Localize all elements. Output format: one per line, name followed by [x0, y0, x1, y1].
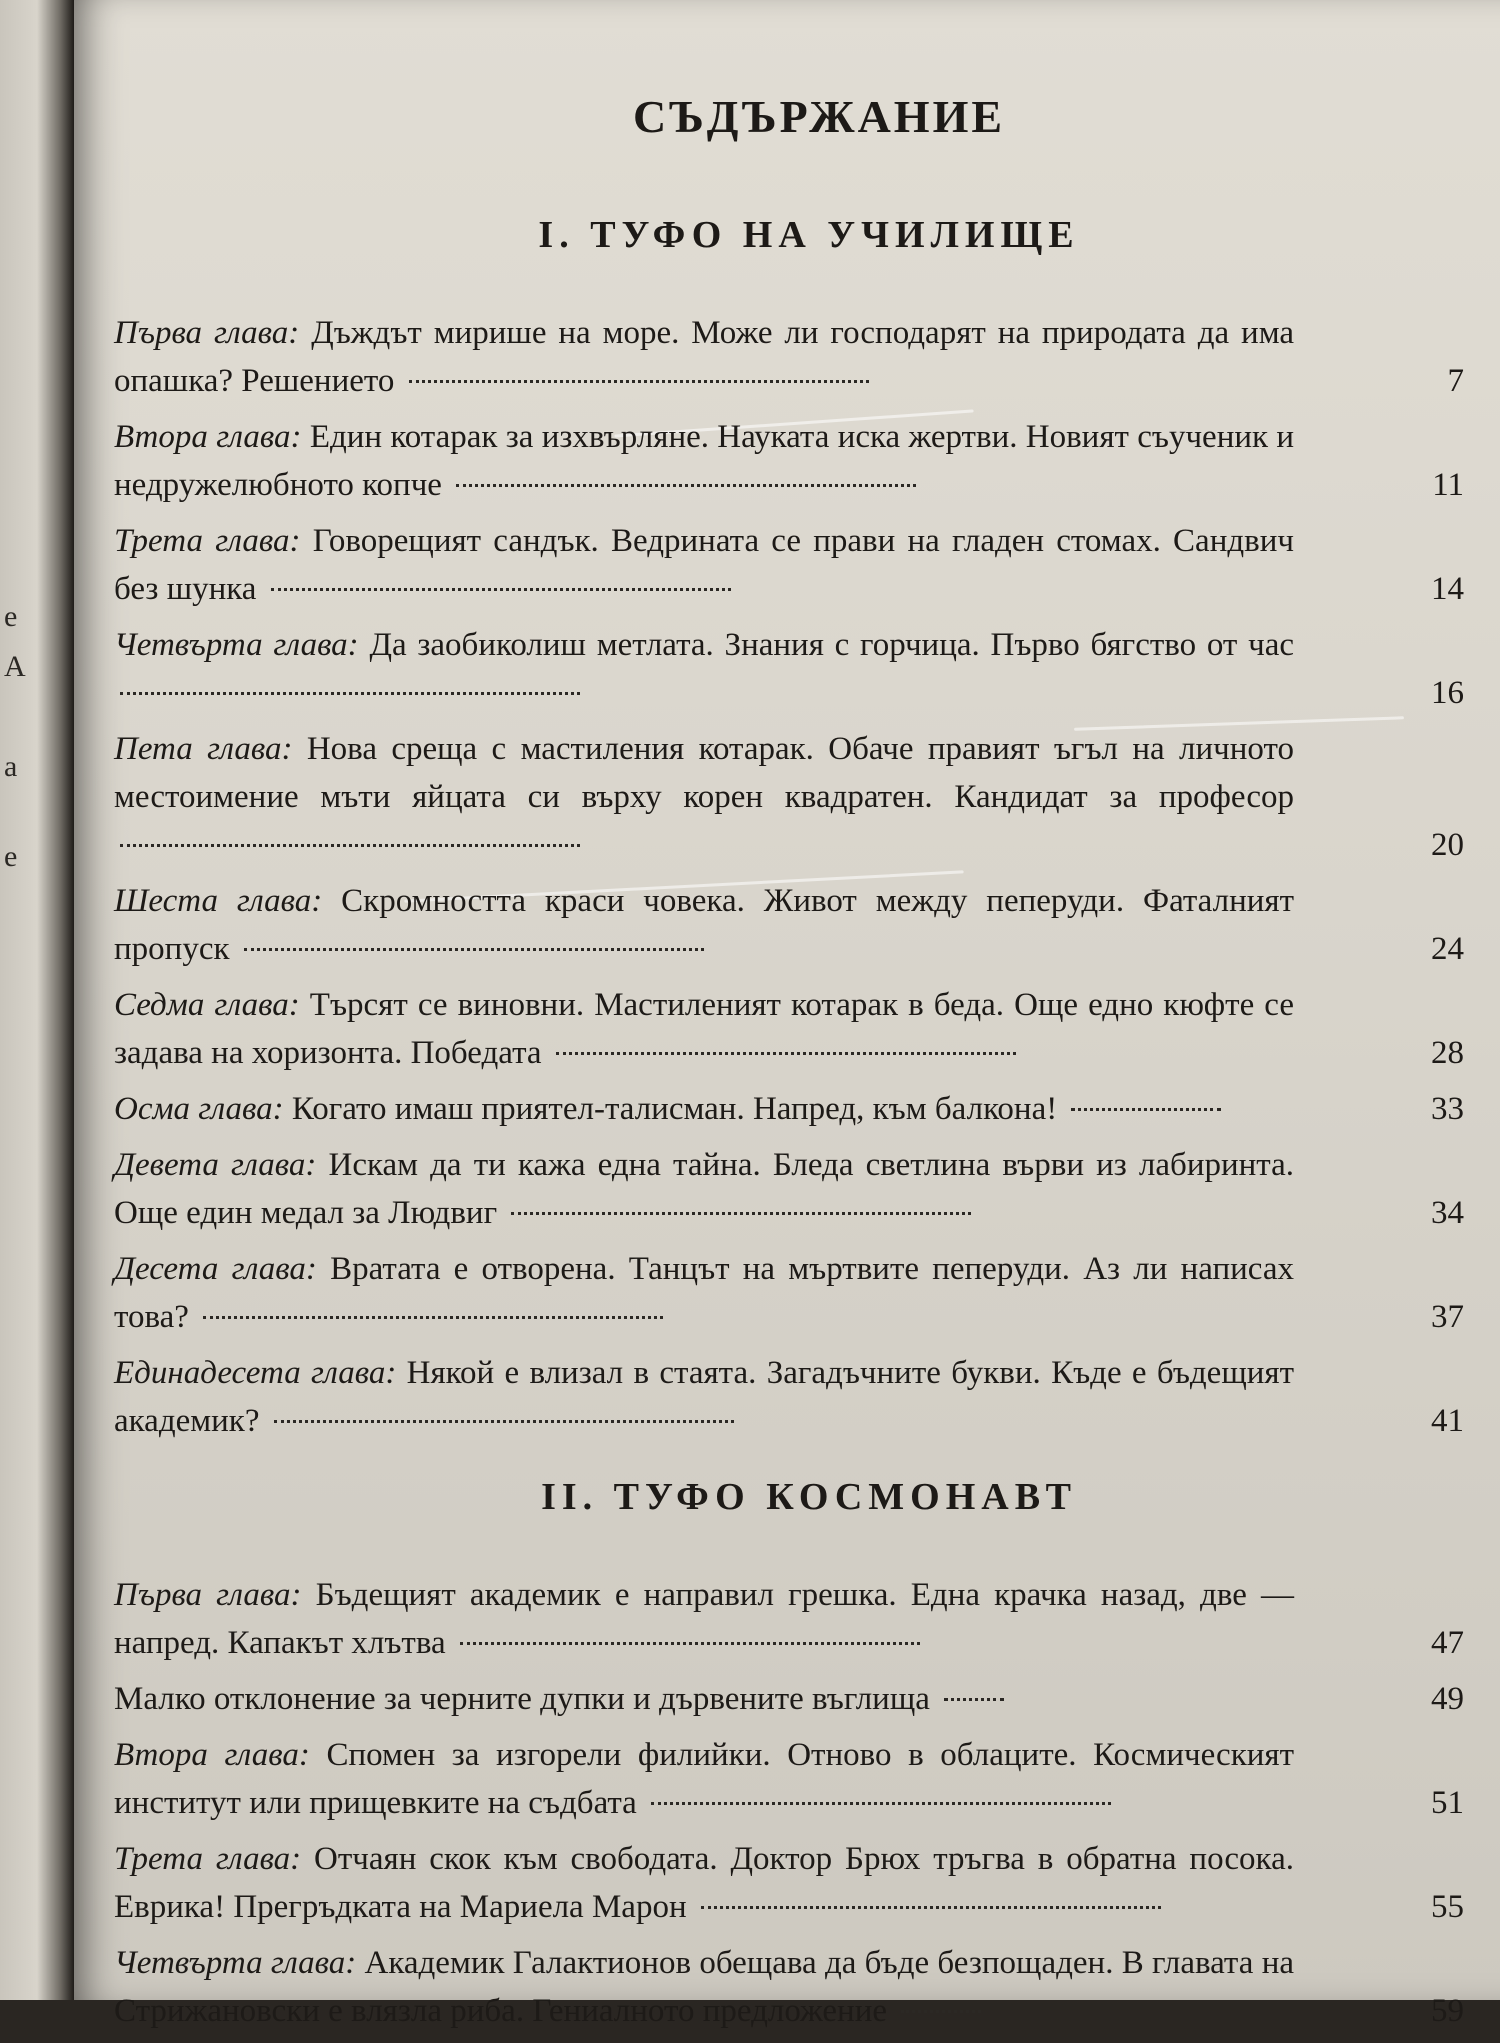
chapter-title: Искам да ти кажа една тайна. Бледа светлина върви из лабиринта. Още един медал за Людвиг [114, 1147, 1295, 1231]
chapter-label: Шеста глава: [114, 883, 323, 919]
chapter-label: Осма глава: [114, 1091, 284, 1127]
chapter-title: Малко отклонение за черните дупки и дървените въглища [114, 1681, 930, 1717]
chapter-label: Втора глава: [114, 419, 302, 455]
chapter-title: Когато имаш приятел-талисман. Напред, към балкона! [291, 1091, 1058, 1127]
leader-dots [203, 1316, 663, 1319]
page-number: 41 [1431, 1403, 1464, 1439]
spine-fragment: е [4, 840, 18, 873]
page-title: СЪДЪРЖАНИЕ [632, 91, 1006, 142]
toc-list [114, 1571, 1464, 2035]
chapter-label: Десета глава: [114, 1251, 317, 1287]
page-number: 51 [1431, 1785, 1464, 1821]
toc-entry [114, 981, 1464, 1077]
toc-entry [114, 1835, 1464, 1931]
chapter-label: Единадесета глава: [114, 1355, 397, 1391]
leader-dots [944, 1698, 1004, 1701]
page-number: 16 [1431, 675, 1464, 711]
chapter-title: Говорещият сандък. Ведрината се прави на гладен стомах. Сандвич без шунка [114, 523, 1294, 607]
chapter-title: Бъдещият академик е направил грешка. Една крачка назад, две — напред. Капакът хлътва [114, 1577, 1295, 1661]
toc-entry [114, 1675, 1464, 1723]
chapter-label: Трета глава: [114, 1841, 302, 1877]
page-number: 55 [1431, 1889, 1464, 1925]
leader-dots [651, 1802, 1111, 1805]
leader-dots [120, 844, 580, 847]
toc-list [114, 309, 1464, 1445]
toc-entry [114, 1939, 1464, 2035]
toc-entry [114, 1245, 1464, 1341]
page-number: 20 [1431, 827, 1464, 863]
chapter-label: Четвърта глава: [114, 1945, 357, 1981]
leader-dots [901, 2010, 981, 2013]
spine-fragment: е [4, 600, 18, 633]
toc-entry [114, 877, 1464, 973]
spine-fragment: а [4, 750, 18, 783]
leader-dots [456, 484, 916, 487]
chapter-label: Пета глава: [114, 731, 293, 767]
toc-entry [114, 1349, 1464, 1445]
spine-fragment: А [4, 650, 26, 683]
page-number: 24 [1431, 931, 1464, 967]
chapter-title: Академик Галактионов обещава да бъде безпощаден. В главата на Стрижановски е влязла риба. Гениалното предложение [114, 1945, 1294, 2029]
chapter-title: Спомен за изгорели филийки. Отново в облаците. Космическият институт или прищевките на съдбата [114, 1737, 1294, 1821]
toc-entry [114, 413, 1464, 509]
chapter-title: Нова среща с мастиления котарак. Обаче правият ъгъл на личното местоимение мъти яйцата си върху корен квадратен. Кандидат за професор [114, 731, 1294, 815]
leader-dots [556, 1052, 1016, 1055]
book-spine [0, 0, 74, 2000]
page-number: 34 [1431, 1195, 1464, 1231]
leader-dots [120, 692, 580, 695]
leader-dots [460, 1642, 920, 1645]
page-number: 37 [1431, 1299, 1464, 1335]
page-number: 47 [1431, 1625, 1464, 1661]
toc-entry [114, 621, 1464, 717]
toc-entry [114, 1571, 1464, 1667]
page-number: 14 [1431, 571, 1464, 607]
chapter-label: Четвърта глава: [114, 627, 359, 663]
leader-dots [701, 1906, 1161, 1909]
leader-dots [271, 588, 731, 591]
page-number: 11 [1432, 467, 1464, 503]
chapter-label: Трета глава: [114, 523, 301, 559]
chapter-title: Търсят се виновни. Мастиленият котарак в беда. Още едно кюфте се задава на хоризонта. Победата [114, 987, 1295, 1071]
leader-dots [274, 1420, 734, 1423]
book-page [74, 0, 1500, 2029]
chapter-label: Втора глава: [114, 1737, 310, 1773]
toc-entry [114, 517, 1464, 613]
chapter-title: Дъждът мирише на море. Може ли господарят на природата да има опашка? Решението [114, 315, 1295, 399]
chapter-title: Отчаян скок към свободата. Доктор Брюх тръгва в обратна посока. Еврика! Прегръдката на Мариела Марон [114, 1841, 1294, 1925]
toc-content [114, 90, 1464, 2043]
toc-entry [114, 725, 1464, 869]
chapter-title: Да заобиколиш метлата. Знания с горчица. Първо бягство от час [369, 627, 1295, 663]
chapter-label: Първа глава: [114, 315, 300, 351]
page-number: 28 [1431, 1035, 1464, 1071]
part-heading: I. ТУФО НА УЧИЛИЩЕ [538, 214, 1080, 256]
leader-dots [244, 948, 704, 951]
toc-entry [114, 1085, 1464, 1133]
toc-entry [114, 1731, 1464, 1827]
leader-dots [409, 380, 869, 383]
toc-entry [114, 1141, 1464, 1237]
chapter-title: Вратата е отворена. Танцът на мъртвите пеперуди. Аз ли написах това? [114, 1251, 1295, 1335]
chapter-label: Девета глава: [114, 1147, 317, 1183]
chapter-title: Скромността краси човека. Живот между пеперуди. Фаталният пропуск [114, 883, 1295, 967]
part-heading: II. ТУФО КОСМОНАВТ [541, 1476, 1077, 1518]
chapter-label: Първа глава: [114, 1577, 302, 1613]
page-number: 59 [1431, 1993, 1464, 2029]
page-number: 7 [1447, 363, 1464, 399]
page-number: 49 [1431, 1681, 1464, 1717]
chapter-title: Някой е влизал в стаята. Загадъчните букви. Къде е бъдещият академик? [114, 1355, 1294, 1439]
chapter-title: Един котарак за изхвърляне. Науката иска жертви. Новият съученик и недружелюбното копче [114, 419, 1295, 503]
leader-dots [1071, 1108, 1221, 1111]
page-number: 33 [1431, 1091, 1464, 1127]
chapter-label: Седма глава: [114, 987, 300, 1023]
toc-entry [114, 309, 1464, 405]
leader-dots [511, 1212, 971, 1215]
